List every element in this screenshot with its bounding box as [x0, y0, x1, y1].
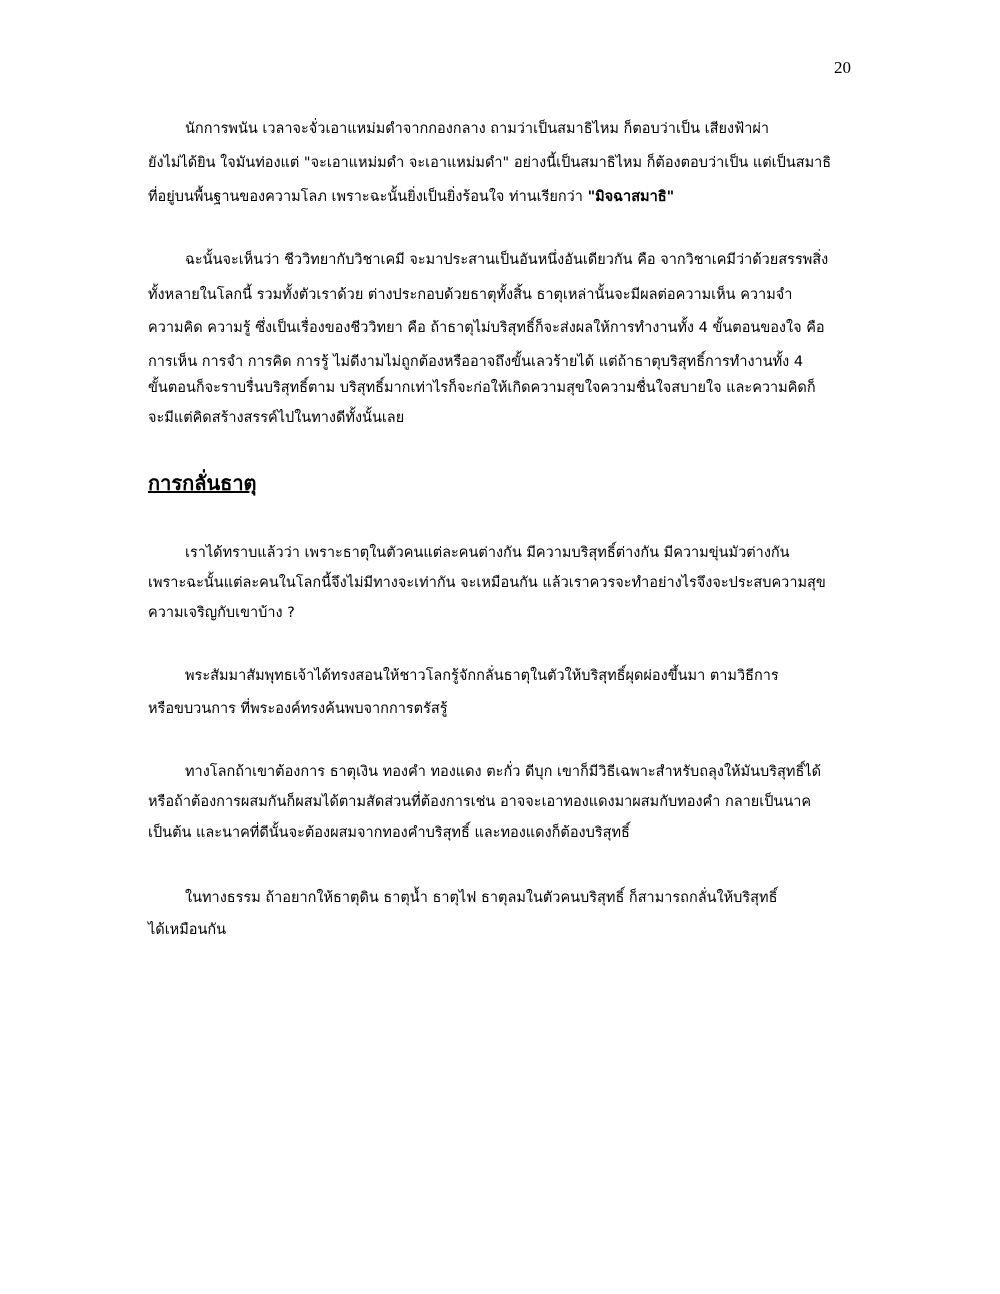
text-line: เราได้ทราบแล้วว่า เพราะธาตุในตัวคนแต่ละคนต่างกัน มีความบริสุทธิ์ต่างกัน มีความขุ่นมัวต่างกัน [185, 545, 790, 561]
text-line: เพราะฉะนั้นแต่ละคนในโลกนี้จึงไม่มีทางจะเท่ากัน จะเหมือนกัน แล้วเราควรจะทำอย่างไรจึงจะประสบความสุข [148, 575, 826, 591]
text-line: ทางโลกถ้าเขาต้องการ ธาตุเงิน ทองคำ ทองแดง ตะกั่ว ดีบุก เขาก็มีวิธีเฉพาะสำหรับถลุงให้มันบริสุทธิ์ได้ [185, 764, 822, 780]
text-segment: ที่อยู่บนพื้นฐานของความโลภ เพราะฉะนั้นยิ่งเป็นยิ่งร้อนใจ ท่านเรียกว่า [148, 189, 588, 205]
text-line: ในทางธรรม ถ้าอยากให้ธาตุดิน ธาตุน้ำ ธาตุไฟ ธาตุลมในตัวคนบริสุทธิ์ ก็สามารถกลั่นให้บริสุทธิ์ [185, 890, 778, 906]
text-line: พระสัมมาสัมพุทธเจ้าได้ทรงสอนให้ชาวโลกรู้จักกลั่นธาตุในตัวให้บริสุทธิ์ผุดผ่องขึ้นมา ตามวิธีการ [185, 668, 779, 684]
text-line: ความเจริญกับเขาบ้าง ? [148, 605, 295, 621]
emphasis-term: "มิจฉาสมาธิ" [587, 189, 675, 205]
text-line [148, 187, 674, 207]
text-line: เป็นต้น และนาคที่ดีนั้นจะต้องผสมจากทองคำบริสุทธิ์ และทองแดงก็ต้องบริสุทธิ์ [148, 825, 630, 841]
text-line: หรือขบวนการ ที่พระองค์ทรงค้นพบจากการตรัสรู้ [148, 701, 448, 717]
text-line: จะมีแต่คิดสร้างสรรค์ไปในทางดีทั้งนั้นเลย [148, 410, 405, 426]
text-line: ได้เหมือนกัน [148, 922, 227, 938]
text-line: ขั้นตอนก็จะราบรื่นบริสุทธิ์ตาม บริสุทธิ์มากเท่าไรก็จะก่อให้เกิดความสุขใจความชื่นใจสบายใจ และความคิดก็ [148, 380, 816, 396]
text-line: ฉะนั้นจะเห็นว่า ชีววิทยากับวิชาเคมี จะมาประสานเป็นอันหนึ่งอันเดียวกัน คือ จากวิชาเคมีว่าด้วยสรรพสิ่ง [185, 252, 829, 268]
page-number: 20 [834, 58, 851, 77]
text-line: นักการพนัน เวลาจะจั่วเอาแหม่มดำจากกองกลาง ถามว่าเป็นสมาธิไหม ก็ตอบว่าเป็น เสียงฟ้าผ่า [185, 121, 770, 137]
text-line: การเห็น การจำ การคิด การรู้ ไม่ดีงามไม่ถูกต้องหรืออาจถึงขั้นเลวร้ายได้ แต่ถ้าธาตุบริสุทธิ์การทำงานทั้ง 4 [148, 354, 804, 370]
text-line: ทั้งหลายในโลกนี้ รวมทั้งตัวเราด้วย ต่างประกอบด้วยธาตุทั้งสิ้น ธาตุเหล่านั้นจะมีผลต่อความเห็น ความจำ [148, 287, 793, 303]
text-line: ความคิด ความรู้ ซึ่งเป็นเรื่องของชีววิทยา คือ ถ้าธาตุไม่บริสุทธิ์ก็จะส่งผลให้การทำงานทั้ง 4 ขั้นตอนของใจ คือ [148, 320, 825, 336]
text-line: หรือถ้าต้องการผสมกันก็ผสมได้ตามสัดส่วนที่ต้องการเช่น อาจจะเอาทองแดงมาผสมกับทองคำ กลายเป็นนาค [148, 794, 812, 810]
section-heading: การกลั่นธาตุ [148, 471, 257, 495]
text-line: ยังไม่ได้ยิน ใจมันท่องแต่ "จะเอาแหม่มดำ จะเอาแหม่มดำ" อย่างนี้เป็นสมาธิไหม ก็ต้องตอบว่าเป็น แต่เป็นสมาธิ [148, 155, 832, 171]
